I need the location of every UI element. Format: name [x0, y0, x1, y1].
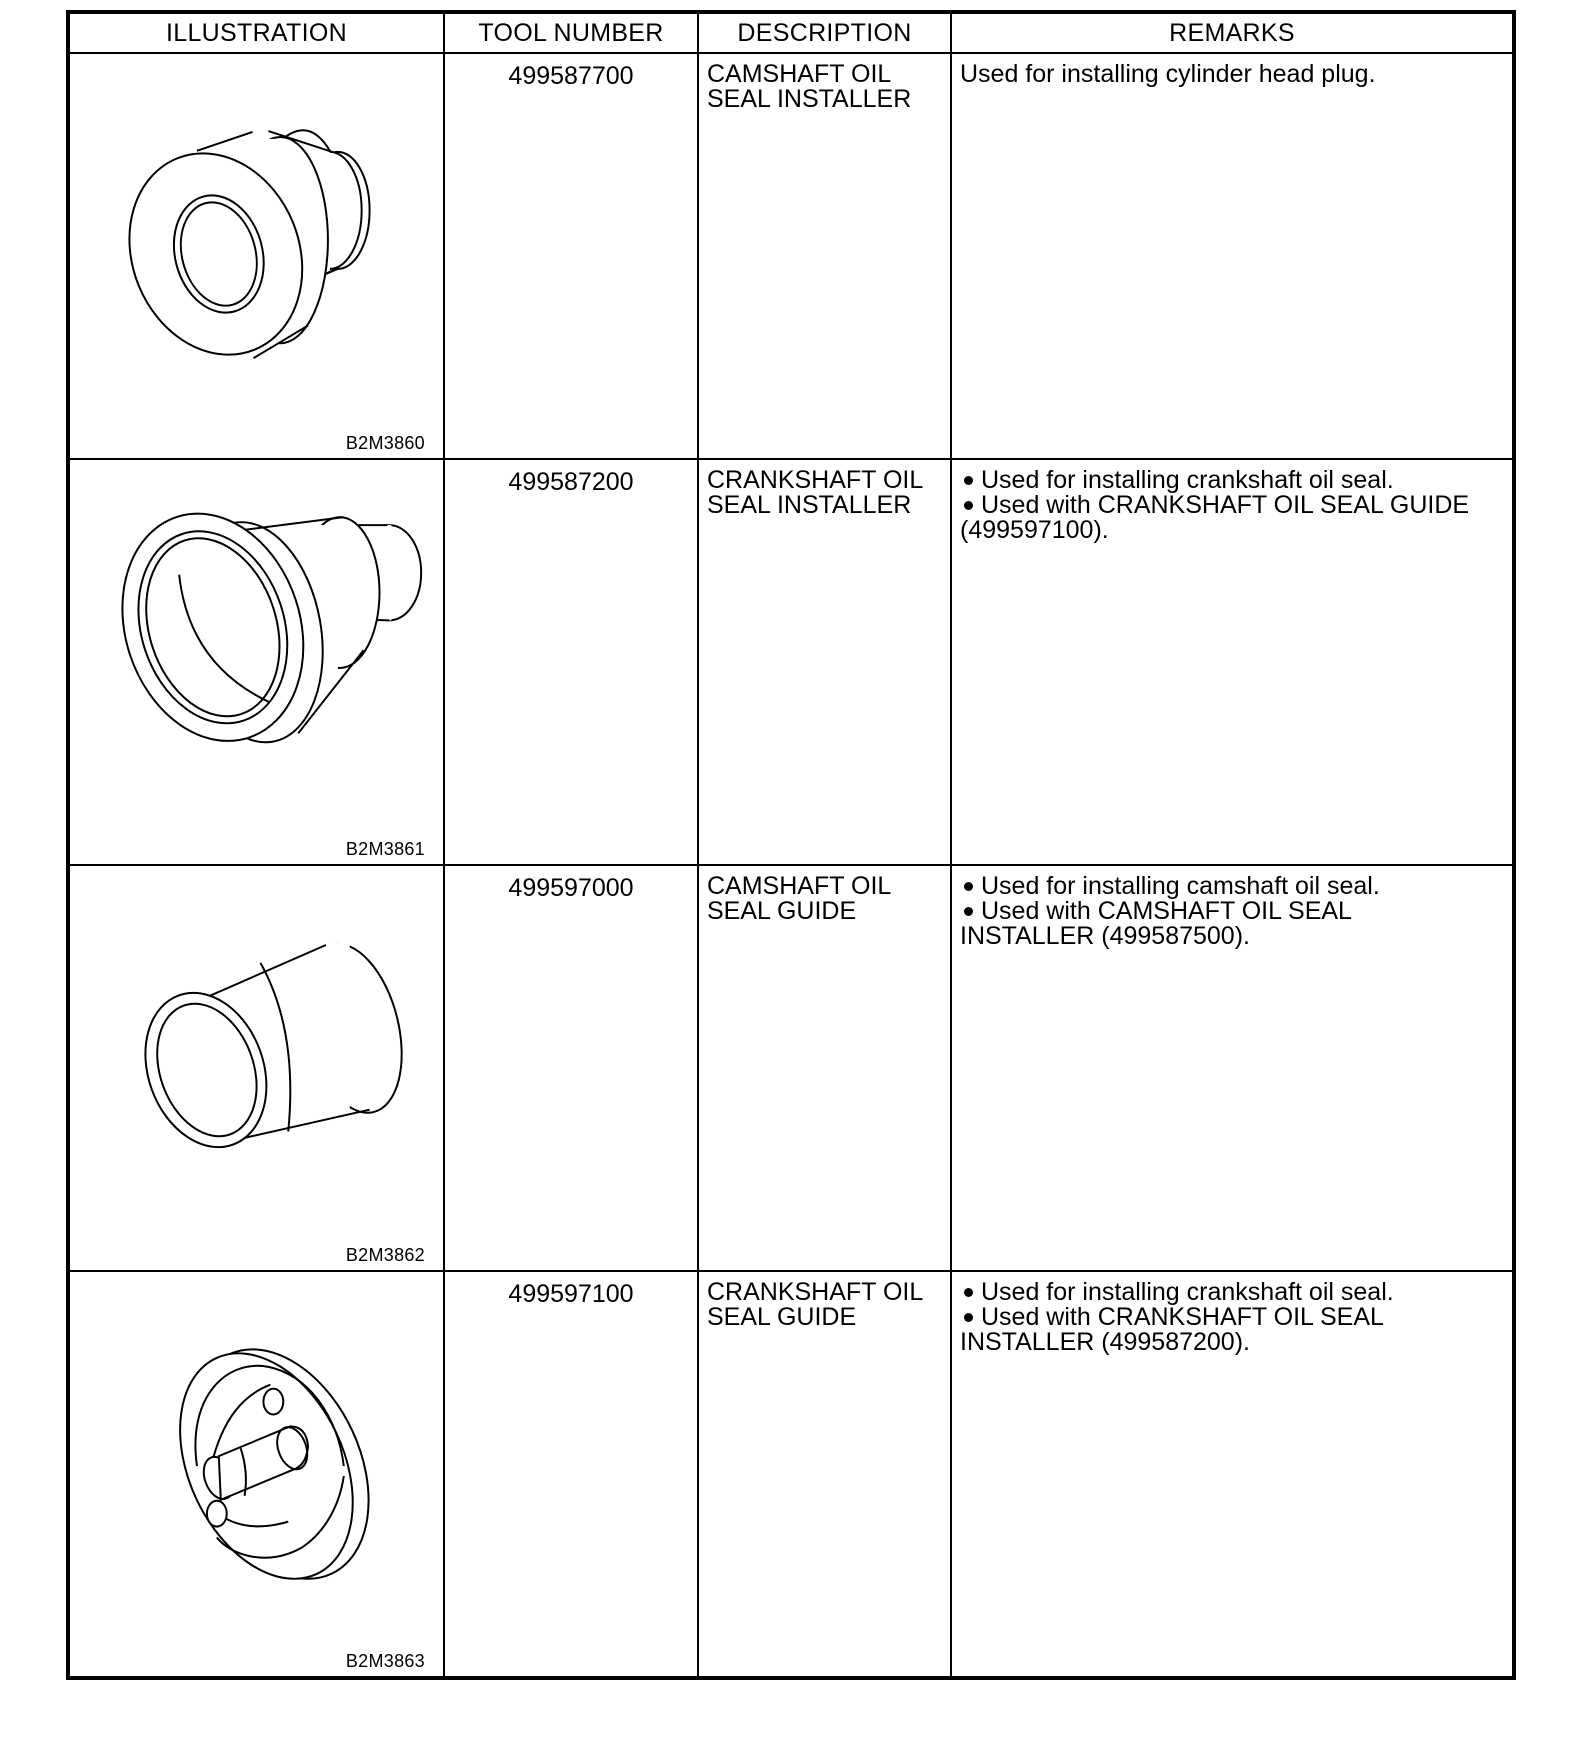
figure-code: B2M3861	[345, 839, 425, 859]
remark-line	[960, 1305, 1508, 1330]
header-illustration: ILLUSTRATION	[68, 12, 444, 53]
description-line: CAMSHAFT OIL	[707, 60, 892, 88]
description-line: SEAL GUIDE	[707, 1303, 857, 1331]
remark-text: Used with CRANKSHAFT OIL SEAL GUIDE	[981, 491, 1470, 519]
figure-code: B2M3863	[345, 1651, 425, 1671]
description-line: CRANKSHAFT OIL	[707, 466, 924, 494]
description-cell	[698, 53, 951, 459]
description-cell	[698, 865, 951, 1271]
remark-text: INSTALLER (499587500).	[960, 922, 1250, 950]
bullet-icon	[964, 1288, 973, 1297]
description-cell	[698, 1271, 951, 1678]
remark-text: (499597100).	[960, 516, 1109, 544]
remark-text: Used for installing camshaft oil seal.	[981, 872, 1380, 900]
header-description: DESCRIPTION	[698, 12, 951, 53]
bullet-icon	[964, 882, 973, 891]
bullet-icon	[964, 501, 973, 510]
illustration-cell	[68, 1271, 444, 1678]
remark-line	[960, 468, 1508, 493]
table-row	[68, 865, 1514, 1271]
tool-number-cell: 499597000	[444, 865, 698, 1271]
description-line: CAMSHAFT OIL	[707, 872, 892, 900]
remarks-cell	[951, 1271, 1514, 1678]
camshaft-oil-seal-guide-icon	[70, 866, 443, 1270]
special-tools-table	[66, 10, 1516, 1680]
crankshaft-oil-seal-guide-icon	[70, 1272, 443, 1676]
remark-text: Used for installing cylinder head plug.	[960, 60, 1376, 88]
description-line: SEAL GUIDE	[707, 897, 857, 925]
bullet-icon	[964, 907, 973, 916]
remarks-cell	[951, 53, 1514, 459]
remarks-cell	[951, 459, 1514, 865]
remark-line	[960, 924, 1508, 949]
header-tool-number: TOOL NUMBER	[444, 12, 698, 53]
tool-number-cell: 499587200	[444, 459, 698, 865]
figure-code: B2M3862	[345, 1245, 425, 1265]
remark-text: Used with CAMSHAFT OIL SEAL	[981, 897, 1352, 925]
table-row	[68, 459, 1514, 865]
remark-line	[960, 1280, 1508, 1305]
remark-line	[960, 899, 1508, 924]
description-line: SEAL INSTALLER	[707, 85, 912, 113]
tool-number-cell: 499587700	[444, 53, 698, 459]
table-row	[68, 1271, 1514, 1678]
description-line: SEAL INSTALLER	[707, 491, 912, 519]
table-row	[68, 53, 1514, 459]
tool-number-cell: 499597100	[444, 1271, 698, 1678]
illustration-cell	[68, 459, 444, 865]
remark-text: Used for installing crankshaft oil seal.	[981, 1278, 1394, 1306]
remark-line	[960, 518, 1508, 543]
remark-text: Used with CRANKSHAFT OIL SEAL	[981, 1303, 1384, 1331]
remark-line	[960, 1330, 1508, 1355]
description-cell	[698, 459, 951, 865]
illustration-cell	[68, 53, 444, 459]
camshaft-oil-seal-installer-icon	[70, 54, 443, 458]
bullet-icon	[964, 476, 973, 485]
remark-line	[960, 874, 1508, 899]
remark-line	[960, 62, 1508, 87]
header-remarks: REMARKS	[951, 12, 1514, 53]
table-header-row	[68, 12, 1514, 53]
bullet-icon	[964, 1313, 973, 1322]
remark-text: INSTALLER (499587200).	[960, 1328, 1250, 1356]
figure-code: B2M3860	[345, 433, 425, 453]
remarks-cell	[951, 865, 1514, 1271]
remark-text: Used for installing crankshaft oil seal.	[981, 466, 1394, 494]
remark-line	[960, 493, 1508, 518]
description-line: CRANKSHAFT OIL	[707, 1278, 924, 1306]
illustration-cell	[68, 865, 444, 1271]
crankshaft-oil-seal-installer-icon	[70, 460, 443, 864]
